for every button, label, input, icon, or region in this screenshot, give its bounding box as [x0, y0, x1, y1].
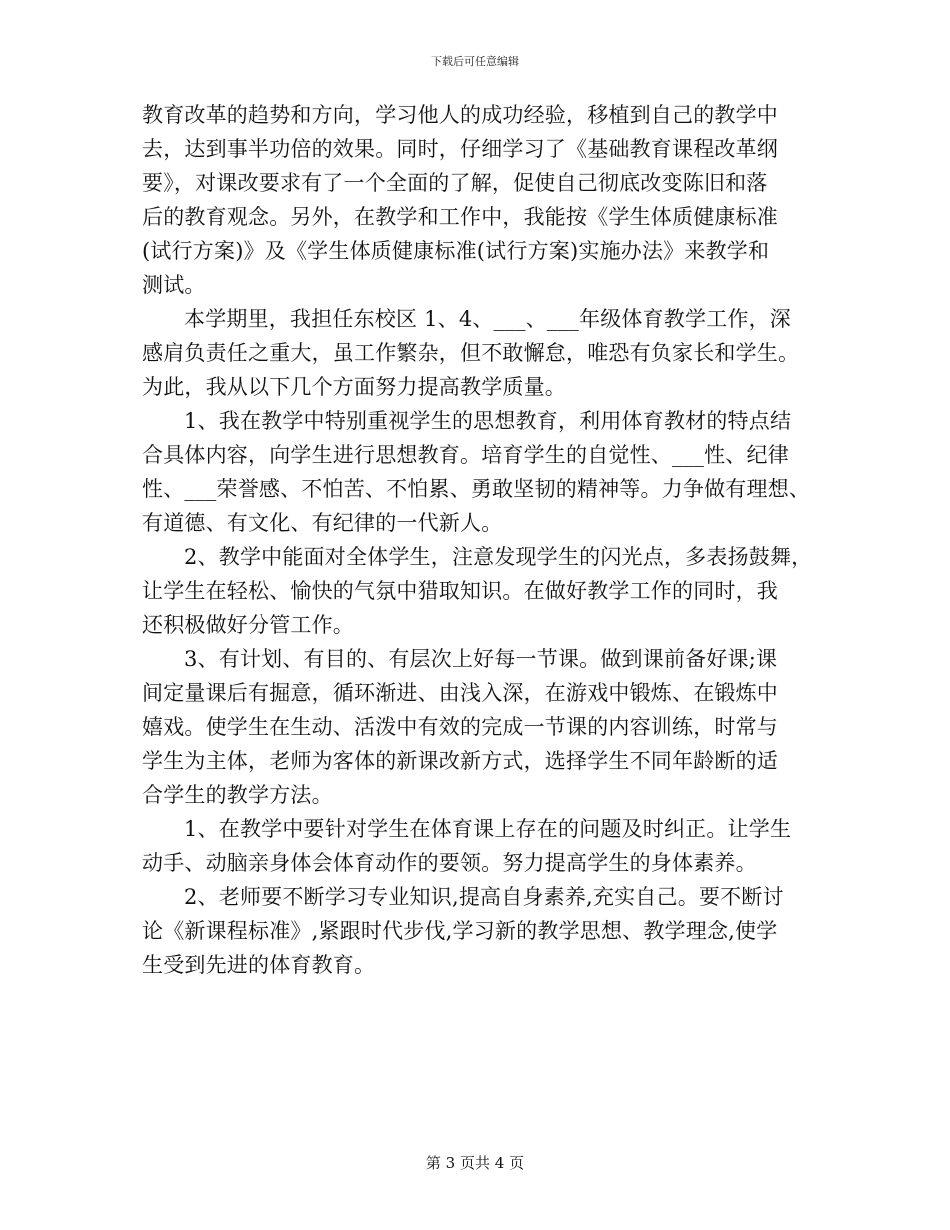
text-line: 嬉戏。使学生在生动、活泼中有效的完成一节课的内容训练，时常与	[142, 715, 778, 739]
text-line: 学生为主体，老师为客体的新课改新方式，选择学生不同年龄断的适	[142, 749, 778, 773]
text-line: 让学生在轻松、愉快的气氛中猎取知识。在做好教学工作的同时，我	[142, 579, 778, 603]
text-line: 去，达到事半功倍的效果。同时，仔细学习了《基础教育课程改革纲	[142, 137, 778, 161]
text-line: 1、我在教学中特别重视学生的思想教育，利用体育教材的特点结	[184, 409, 792, 433]
text-line: 合学生的教学方法。	[142, 783, 333, 807]
text-line: 后的教育观念。另外，在教学和工作中，我能按《学生体质健康标准	[142, 205, 778, 229]
document-body	[142, 98, 822, 982]
text-line: 本学期里，我担任东校区 1、4、___、___年级体育教学工作，深	[184, 307, 791, 331]
text-line: 还积极做好分管工作。	[142, 613, 354, 637]
text-line: 3、有计划、有目的、有层次上好每一节课。做到课前备好课;课	[184, 647, 778, 671]
text-line: 2、老师要不断学习专业知识,提高自身素养,充实自己。要不断讨	[184, 885, 784, 909]
text-line: 论《新课程标准》,紧跟时代步伐,学习新的教学思想、教学理念,使学	[142, 919, 778, 943]
text-line: 动手、动脑亲身体会体育动作的要领。努力提高学生的身体素养。	[142, 851, 757, 875]
page-footer: 第 3 页共 4 页	[425, 1154, 525, 1172]
text-line: 合具体内容，向学生进行思想教育。培育学生的自觉性、___性、纪律	[142, 443, 789, 467]
text-line: 感肩负责任之重大，虽工作繁杂，但不敢懈怠，唯恐有负家长和学生。	[142, 341, 800, 365]
text-line: 有道德、有文化、有纪律的一代新人。	[142, 511, 503, 535]
text-line: 生受到先进的体育教育。	[142, 953, 376, 977]
text-line: 测试。	[142, 273, 206, 297]
text-line: (试行方案)》及《学生体质健康标准(试行方案)实施办法》来教学和	[142, 239, 770, 263]
text-line: 为此，我从以下几个方面努力提高教学质量。	[142, 375, 566, 399]
text-line: 2、教学中能面对全体学生，注意发现学生的闪光点，多表扬鼓舞，	[184, 545, 813, 569]
text-line: 1、在教学中要针对学生在体育课上存在的问题及时纠正。让学生	[184, 817, 792, 841]
text-line: 性、___荣誉感、不怕苦、不怕累、勇敢坚韧的精神等。力争做有理想、	[142, 477, 811, 501]
text-line: 间定量课后有掘意，循环渐进、由浅入深，在游戏中锻炼、在锻炼中	[142, 681, 778, 705]
page-header: 下载后可任意编辑	[431, 55, 519, 68]
text-line: 教育改革的趋势和方向，学习他人的成功经验，移植到自己的教学中	[142, 103, 778, 127]
text-line: 要》，对课改要求有了一个全面的了解，促使自己彻底改变陈旧和落	[142, 171, 768, 195]
